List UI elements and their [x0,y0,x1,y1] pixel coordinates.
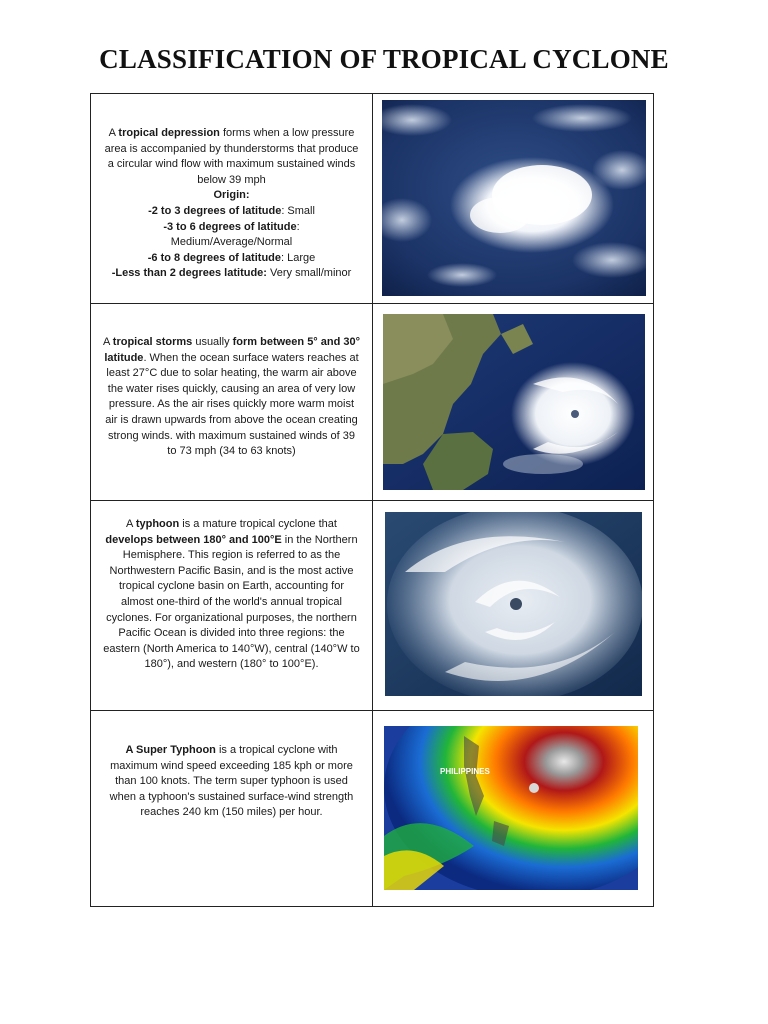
typhoon-image [385,512,642,696]
text-segment: Very small/minor [266,267,352,280]
bold-term: -3 to 6 degrees of latitude [163,220,297,233]
text-segment: : Medium/Average/Normal [170,220,300,249]
description-paragraph [103,126,360,188]
description-cell [91,501,373,710]
description-cell [91,94,373,303]
description-paragraph [103,743,360,821]
text-segment: : Large [281,251,316,264]
description-cell [91,711,373,906]
bold-term: -2 to 3 degrees of latitude [148,204,282,217]
bold-term: Origin: [213,189,250,202]
super-typhoon-image [384,726,638,890]
bold-term: A Super Typhoon [125,744,216,756]
description-paragraph [103,517,360,673]
map-label-philippines: PHILIPPINES [440,767,490,776]
bold-term: typhoon [135,518,180,530]
classification-table [90,93,654,907]
text-segment: is a mature tropical cyclone that [179,518,337,530]
page-title: CLASSIFICATION OF TROPICAL CYCLONE [99,44,669,74]
text-segment: is a tropical cyclone with maximum wind speed exceeding 185 kph or more than 100 knots. The term super typhoon is used when a typhoon's sustained surface-wind strength reaches 240 km (150 miles) per hour. [109,744,354,819]
text-segment: usually [192,336,233,348]
description-paragraph [103,204,360,220]
description-cell [91,304,373,500]
tropical-depression-image [382,100,646,296]
description-paragraph [103,188,360,204]
bold-term: tropical depression [118,127,220,139]
bold-term: develops between 180° and 100°E [105,533,282,546]
bold-term: -Less than 2 degrees latitude: [111,267,267,280]
text-segment: . When the ocean surface waters reaches at least 27°C due to solar heating, the warm air above the water rises quickly, causing an area of very low pressure. As the air rises quickly more warm moist air is drawn upwards from above the ocean creating strong winds. with maximum sustained winds of 39 to 73 mph (34 to 63 knots) [105,351,359,458]
bold-term: tropical storms [112,336,193,348]
text-segment: : Small [281,204,315,217]
text-segment: A [108,127,119,139]
text-segment: A [103,336,113,348]
bold-term: -6 to 8 degrees of latitude [147,251,281,264]
bold-term: form between 5° and 30° latitude [104,336,361,364]
text-segment: A [126,518,136,530]
description-paragraph [103,220,360,251]
text-segment: in the Northern Hemisphere. This region is referred to as the Northwestern Pacific Basin, and is the most active tropical cyclone basin on Earth, accounting for almost one-third of the world's annual tropical cyclones. For organizational purposes, the northern Pacific Ocean is divided into three regions: the eastern (North America to 140°W), central (140°W to 180°), and western (180° to 100°E). [103,533,360,671]
text-segment: forms when a low pressure area is accompanied by thunderstorms that produce a circular wind flow with maximum sustained winds below 39 mph [104,127,359,186]
description-paragraph [103,251,360,267]
description-paragraph [103,266,360,282]
tropical-storm-image [383,314,645,490]
description-paragraph [103,335,360,460]
